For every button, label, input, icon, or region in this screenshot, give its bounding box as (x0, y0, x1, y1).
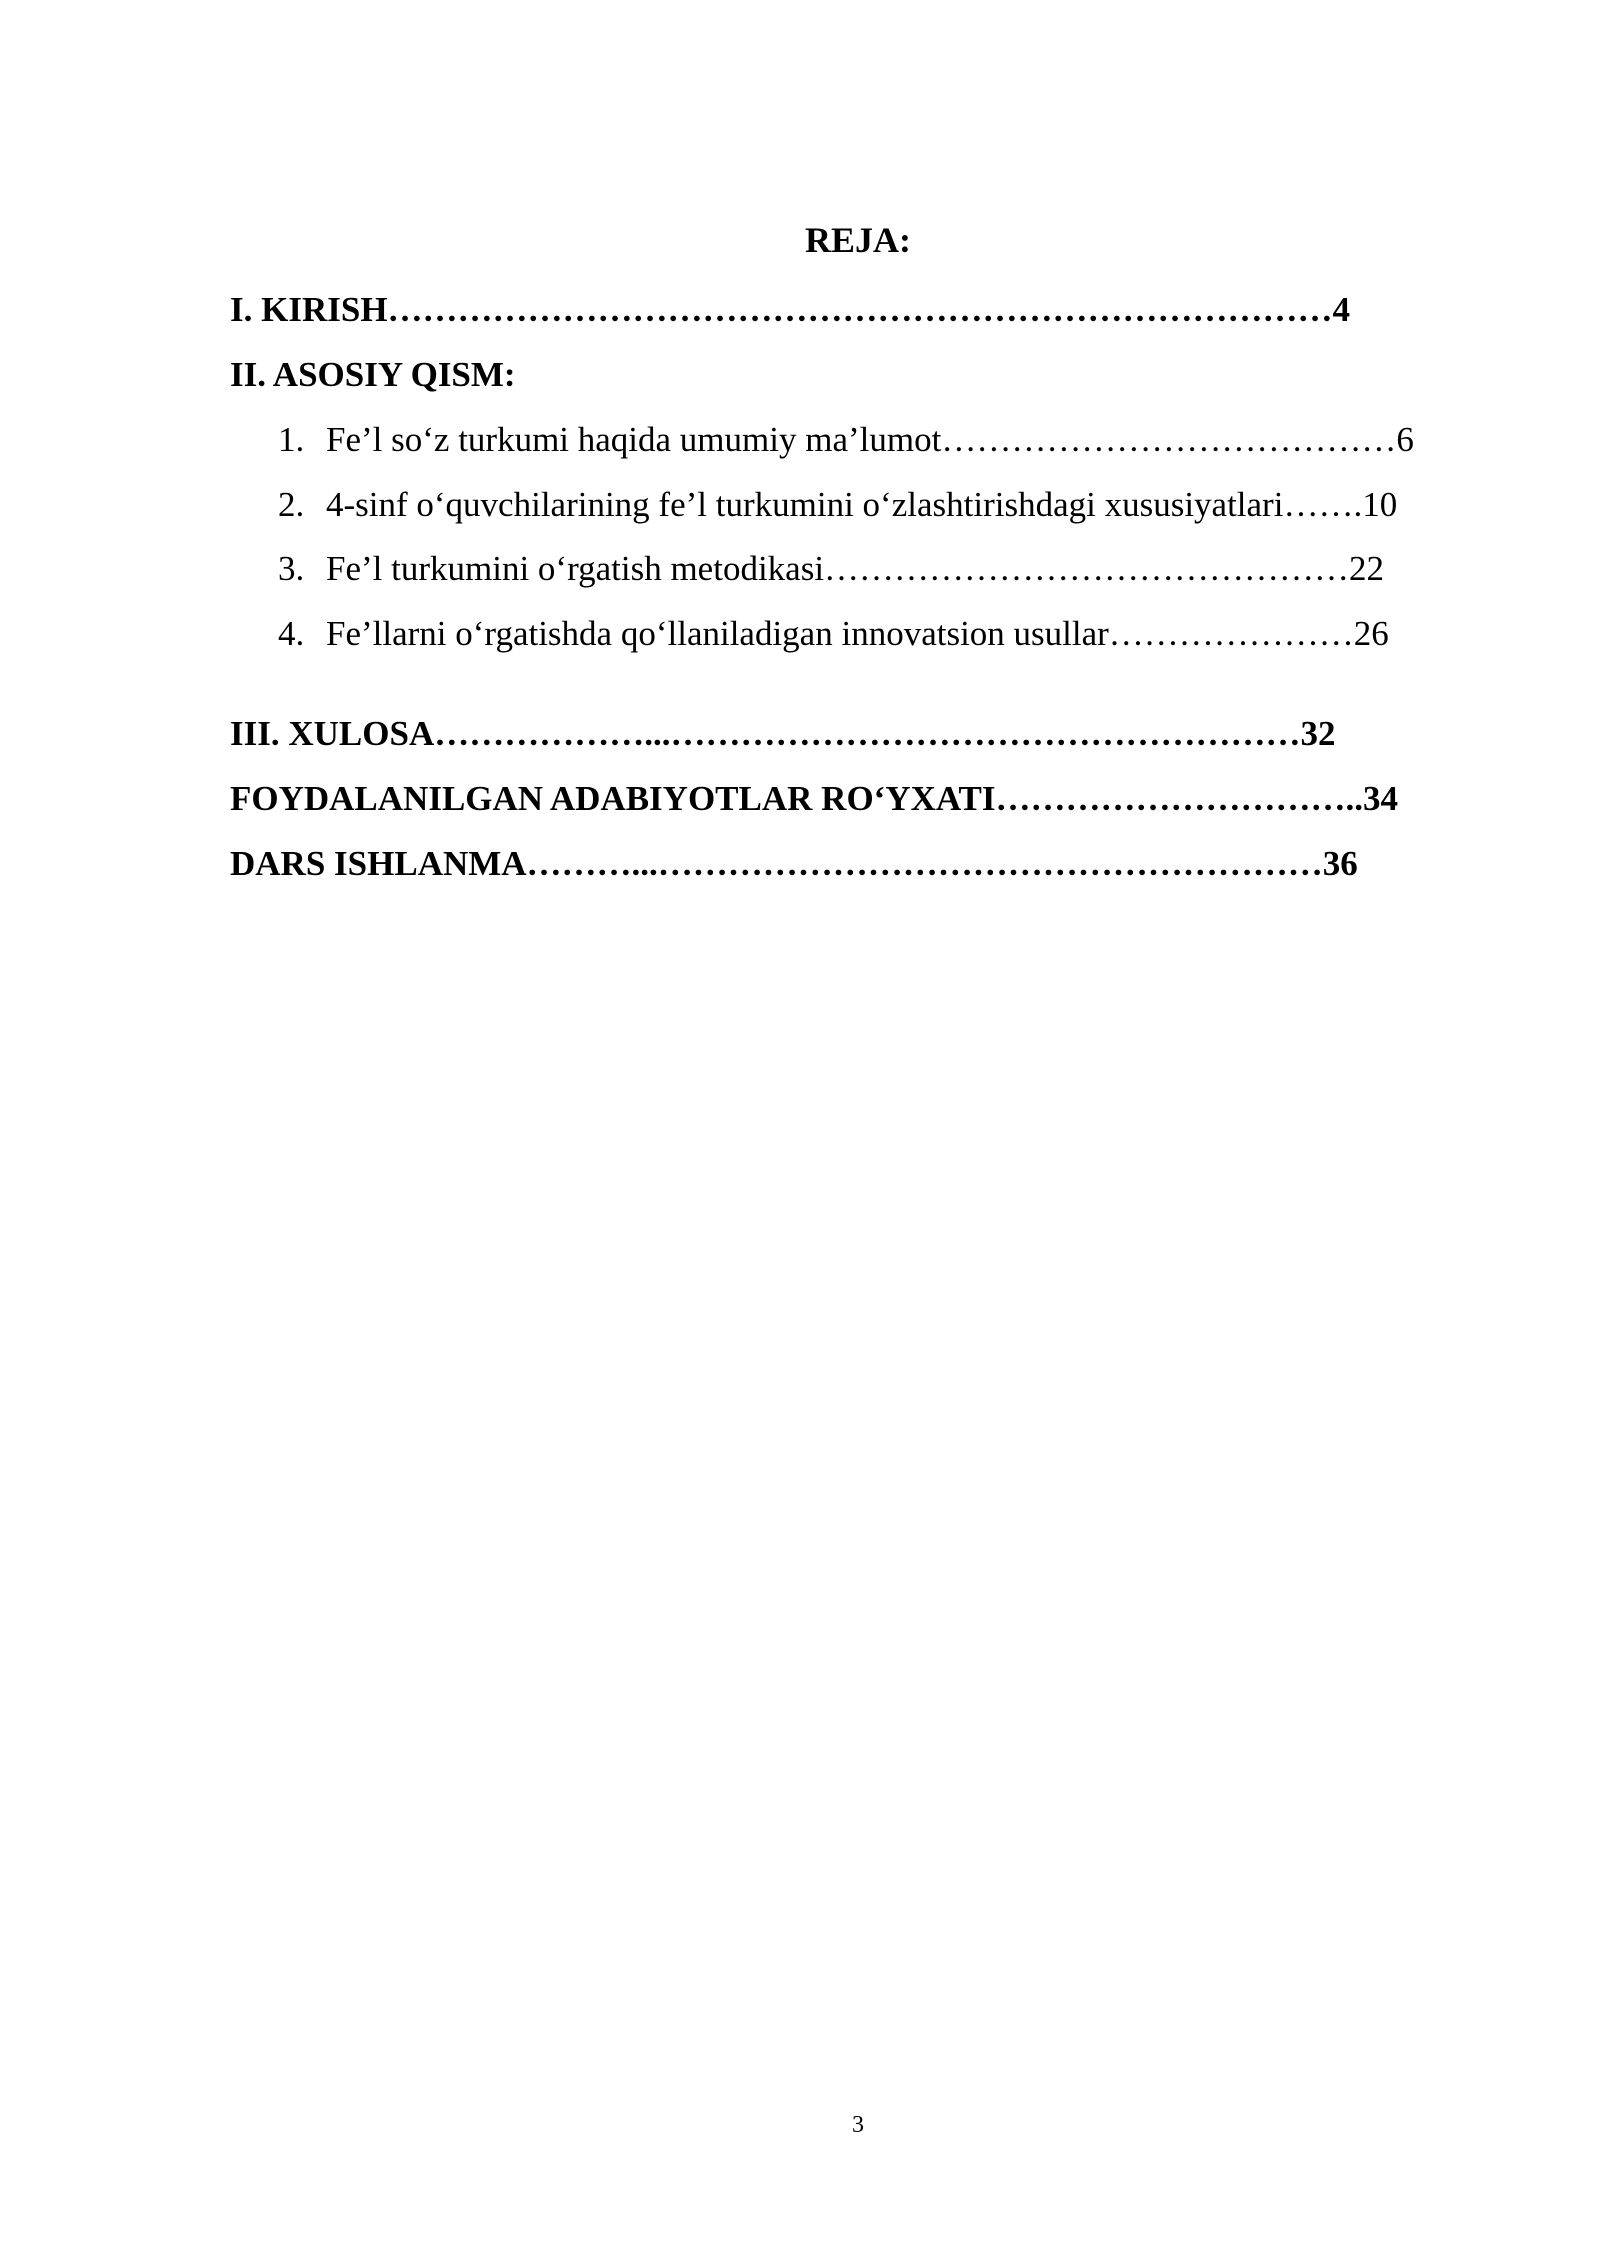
toc-subentry-text: Fe’l turkumini o‘rgatish metodikasi………………………………………22 (326, 549, 1385, 588)
toc-subentry-number: 1. (278, 420, 305, 459)
toc-entry-intro: I. KIRISH………………………………………………………………………4 (230, 290, 1351, 329)
page-number: 3 (852, 2112, 864, 2138)
toc-subentry-number: 2. (278, 485, 305, 524)
page-title: REJA: (805, 220, 911, 260)
toc-subentry-text: Fe’l so‘z turkumi haqida umumiy ma’lumot…………………………………6 (326, 420, 1414, 459)
toc-entry-lesson-plan: DARS ISHLANMA………...…………………………………………………36 (230, 844, 1358, 883)
toc-subentry-number: 3. (278, 549, 305, 588)
toc-subentry (278, 612, 1389, 656)
toc-subentry (278, 418, 1414, 462)
toc-subentry (278, 483, 1397, 527)
toc-subentry (278, 547, 1384, 591)
toc-entry-conclusion: III. XULOSA………………...………………………………………………32 (230, 714, 1336, 753)
toc-subentry-text: 4-sinf o‘quvchilarining fe’l turkumini o‘zlashtirishdagi xususiyatlari…….10 (326, 485, 1398, 524)
toc-subentry-number: 4. (278, 614, 305, 653)
toc-entry-references: FOYDALANILGAN ADABIYOTLAR RO‘YXATI…………………………..34 (230, 779, 1399, 818)
toc-heading-main: II. ASOSIY QISM: (230, 355, 516, 394)
toc-subentry-text: Fe’llarni o‘rgatishda qo‘llaniladigan innovatsion usullar…………………26 (326, 614, 1389, 653)
